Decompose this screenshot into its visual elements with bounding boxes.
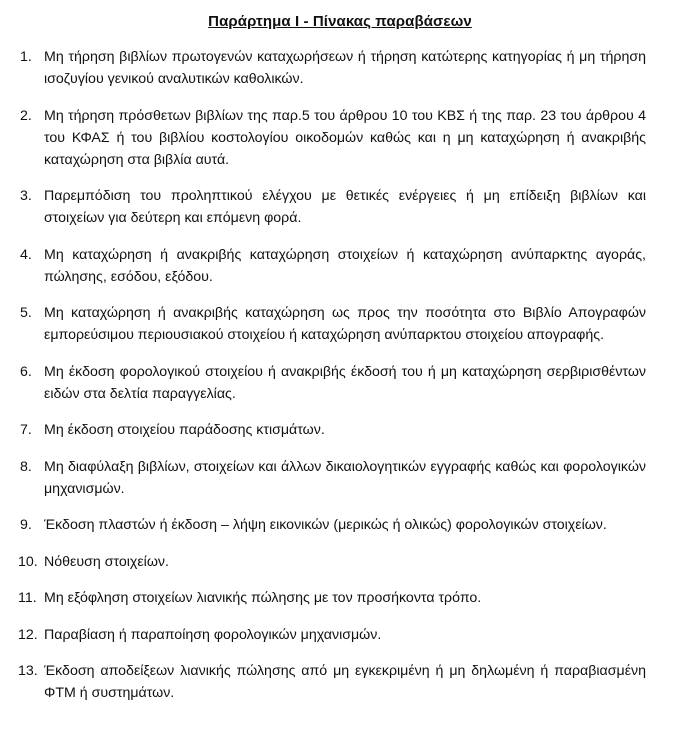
item-number: 9. <box>20 517 32 533</box>
item-number: 3. <box>20 188 32 204</box>
violations-list <box>0 46 680 719</box>
list-item <box>0 456 680 500</box>
item-text: Μη διαφύλαξη βιβλίων, στοιχείων και άλλων δικαιολογητικών εγγραφής καθώς και φορολογικών μηχανισμών. <box>44 458 646 497</box>
list-item <box>0 361 680 405</box>
item-text: Έκδοση πλαστών ή έκδοση – λήψη εικονικών (μερικώς ή ολικώς) φορολογικών στοιχείων. <box>44 517 607 533</box>
document-title: Παράρτημα Ι - Πίνακας παραβάσεων <box>208 13 472 30</box>
item-number: 4. <box>20 246 32 263</box>
item-text: Μη έκδοση στοιχείου παράδοσης κτισμάτων. <box>44 422 325 438</box>
list-item <box>0 660 680 704</box>
item-number: 11. <box>18 590 37 606</box>
list-item <box>0 302 680 346</box>
list-item <box>0 551 680 573</box>
item-number: 5. <box>20 305 32 321</box>
item-text: Νόθευση στοιχείων. <box>44 553 169 570</box>
item-text: Μη καταχώρηση ή ανακριβής καταχώρηση στοιχείων ή καταχώρηση ανύπαρκτης αγοράς, πώλησης, εσόδου, εξόδου. <box>44 246 646 285</box>
item-number: 10. <box>18 553 38 570</box>
item-text: Μη καταχώρηση ή ανακριβής καταχώρηση ως προς την ποσότητα στο Βιβλίο Απογραφών εμπορεύσιμου περιουσιακού στοιχείου ή καταχώρηση ανύπαρκτου στοιχείου απογραφής. <box>44 305 646 343</box>
item-number: 1. <box>20 49 32 65</box>
item-number: 13. <box>18 663 38 679</box>
list-item <box>0 587 680 609</box>
item-number: 7. <box>20 422 32 438</box>
item-number: 12. <box>18 626 38 643</box>
list-item <box>0 244 680 288</box>
list-item <box>0 624 680 646</box>
item-text: Παραβίαση ή παραποίηση φορολογικών μηχανισμών. <box>44 626 382 643</box>
list-item <box>0 185 680 229</box>
item-text: Παρεμπόδιση του προληπτικού ελέγχου με θετικές ενέργειες ή μη επίδειξη βιβλίων και στοιχείων για δεύτερη και επόμενη φορά. <box>44 188 646 226</box>
item-text: Μη εξόφληση στοιχείων λιανικής πώλησης με τον προσήκοντα τρόπο. <box>44 590 482 606</box>
item-text: Μη έκδοση φορολογικού στοιχείου ή ανακριβής έκδοσή του ή μη καταχώρηση σερβιρισθέντων ειδών στα δελτία παραγγελίας. <box>44 363 646 402</box>
list-item <box>0 514 680 536</box>
item-text: Μη τήρηση βιβλίων πρωτογενών καταχωρήσεων ή τήρηση κατώτερης κατηγορίας ή μη τήρηση ισοζυγίου γενικού αναλυτικών καθολικών. <box>44 49 646 87</box>
item-number: 6. <box>20 363 32 380</box>
list-item <box>0 419 680 441</box>
list-item <box>0 46 680 90</box>
item-text: Έκδοση αποδείξεων λιανικής πώλησης από μη εγκεκριμένη ή μη δηλωμένη ή παραβιασμένη ΦΤΜ ή συστημάτων. <box>44 663 646 701</box>
item-number: 8. <box>20 458 32 475</box>
item-text: Μη τήρηση πρόσθετων βιβλίων της παρ.5 του άρθρου 10 του ΚΒΣ ή της παρ. 23 του άρθρου 4 του ΚΦΑΣ ή του βιβλίου κοστολογίου οικοδομών καθώς και η μη καταχώρηση ή ανακριβής καταχώρηση στα βιβλία αυτά. <box>44 107 646 168</box>
list-item <box>0 105 680 171</box>
item-number: 2. <box>20 107 32 124</box>
